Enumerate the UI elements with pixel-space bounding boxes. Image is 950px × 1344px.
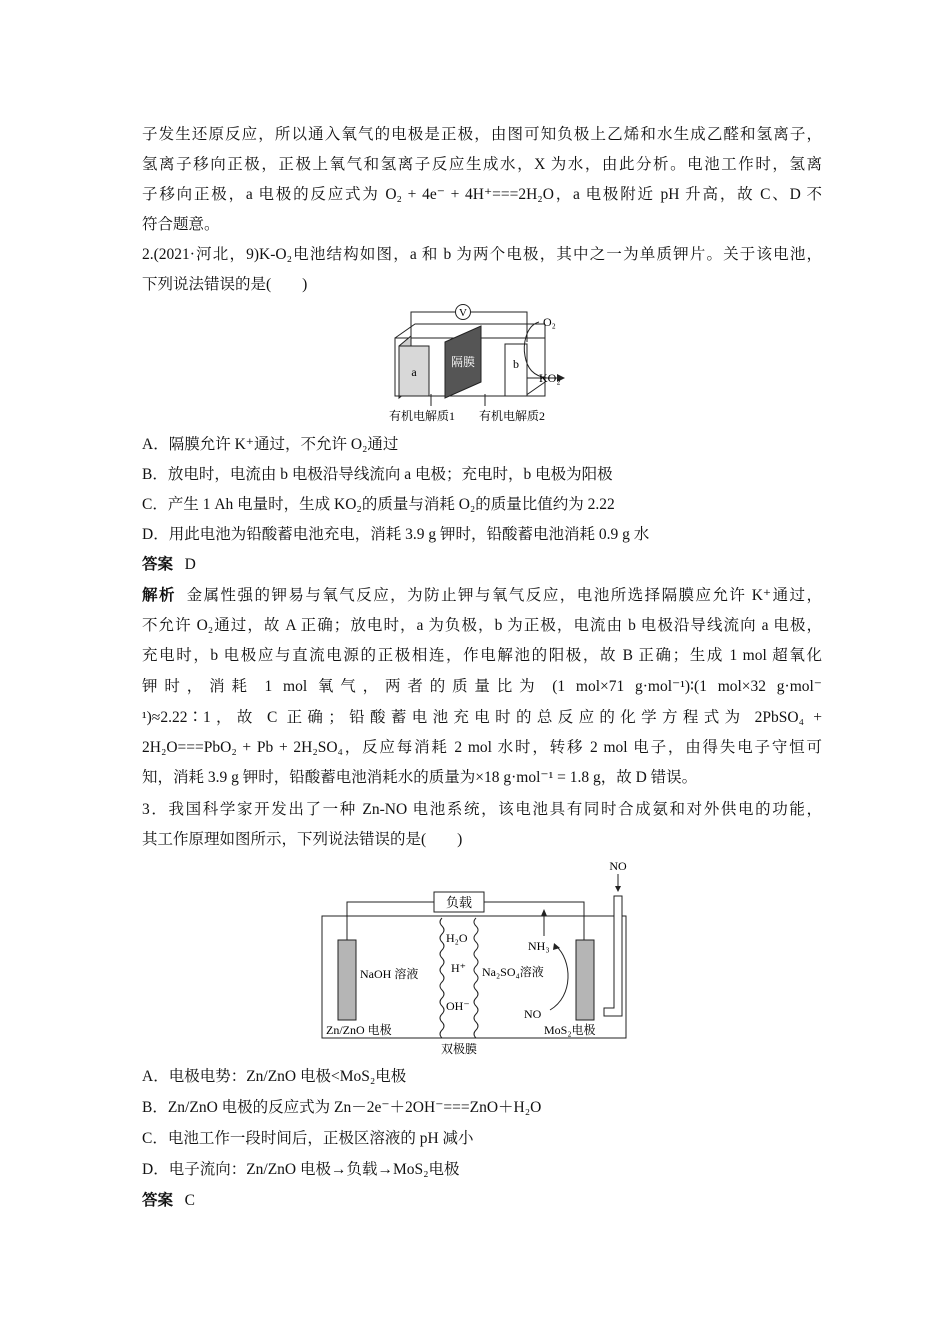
q2-analysis-label: 解析	[142, 587, 176, 604]
q2-answer-row	[142, 550, 822, 580]
oh-minus-label: OH⁻	[446, 999, 470, 1013]
q2-analysis-line-4: 钾时，消耗 1 mol 氧气，两者的质量比为 (1 mol×71 g·mol⁻¹)∶(1 mol×32 g·mol⁻	[142, 678, 822, 695]
load-label: 负载	[445, 895, 473, 910]
q1-analysis-line-2: 氢离子移向正极，正极上氧气和氢离子反应生成水，X 为水，由此分析。电池工作时，氢离	[142, 156, 822, 173]
nh3-arrow-head	[541, 909, 547, 916]
naoh-label: NaOH 溶液	[360, 967, 419, 981]
electrolyte1-label: 有机电解质1	[388, 409, 456, 423]
no-inlet-arrow-head	[615, 886, 621, 892]
zn-zno-electrode	[338, 940, 356, 1020]
q2-analysis-line-6: 2H₂O===PbO₂ + Pb + 2H₂SO₄，反应每消耗 2 mol 水时，转移 2 mol 电子，由得失电子守恒可	[142, 739, 822, 756]
q2-answer-value: D	[184, 556, 196, 573]
q3-stem-line-1: 3．我国科学家开发出了一种 Zn-NO 电池系统，该电池具有同时合成氨和对外供电的功能，	[142, 801, 822, 818]
no-bottom-label: NO	[524, 1007, 542, 1021]
mos2-electrode	[576, 940, 594, 1020]
q2-analysis-line-2: 不允许 O₂通过，故 A 正确；放电时，a 为负极，b 为正极，电流由 b 电极沿导线流向 a 电极，	[142, 617, 822, 634]
q3-option-c: C．电池工作一段时间后，正极区溶液的 pH 减小	[142, 1130, 474, 1147]
q2-option-a: A．隔膜允许 K⁺通过，不允许 O₂通过	[142, 436, 399, 453]
q3-option-b: B．Zn/ZnO 电极的反应式为 Zn－2e⁻＋2OH⁻===ZnO＋H₂O	[142, 1099, 542, 1116]
zn-electrode-label: Zn/ZnO 电极	[326, 1023, 392, 1037]
q3-option-a: A．电极电势：Zn/ZnO 电极<MoS₂电极	[142, 1068, 407, 1085]
q1-analysis-line-4: 符合题意。	[142, 216, 220, 233]
electrode-a-label: a	[411, 365, 417, 379]
nh3-label: NH₃	[528, 939, 550, 953]
o2-flow-curve	[524, 322, 547, 378]
zn-no-battery-diagram	[318, 856, 630, 1058]
h-plus-label: H⁺	[451, 961, 466, 975]
wire-left	[411, 312, 455, 340]
q2-option-c: C．产生 1 Ah 电量时，生成 KO₂的质量与消耗 O₂的质量比值约为 2.22	[142, 496, 615, 513]
bipolar-membrane-label: 双极膜	[440, 1042, 478, 1056]
q2-analysis-line-1	[142, 581, 822, 611]
q2-answer-label: 答案	[142, 556, 174, 573]
q2-option-d: D．用此电池为铅酸蓄电池充电，消耗 3.9 g 钾时，铅酸蓄电池消耗 0.9 g 水	[142, 526, 650, 543]
q2-analysis-line-3: 充电时，b 电极应与直流电源的正极相连，作电解池的阳极，故 B 正确；生成 1 mol 超氧化	[142, 647, 822, 664]
membrane-label: 隔膜	[450, 355, 476, 369]
q1-analysis-line-1: 子发生还原反应，所以通入氧气的电极是正极，由图可知负极上乙烯和水生成乙醛和氢离子，	[142, 126, 822, 143]
q2-analysis-line-7: 知，消耗 3.9 g 钾时，铅酸蓄电池消耗水的质量为×18 g·mol⁻¹ = 1.8 g，故 D 错误。	[142, 769, 698, 786]
q2-analysis-line-5: ¹)≈2.22∶1，故 C 正确；铅酸蓄电池充电时的总反应的化学方程式为 2PbSO₄ +	[142, 709, 822, 726]
electrode-b-label: b	[513, 357, 519, 371]
q2-stem-line-1: 2.(2021·河北，9)K-O₂电池结构如图，a 和 b 为两个电极，其中之一为单质钾片。关于该电池，	[142, 246, 822, 263]
voltmeter-label: V	[459, 307, 467, 319]
q2-stem-line-2: 下列说法错误的是( )	[142, 276, 308, 293]
q2-analysis-text-1: 金属性强的钾易与氧气反应，为防止钾与氧气反应，电池所选择隔膜应允许 K⁺通过，	[186, 587, 822, 604]
q3-stem-line-2: 其工作原理如图所示，下列说法错误的是( )	[142, 831, 463, 848]
q2-option-b: B．放电时，电流由 b 电极沿导线流向 a 电极；充电时，b 电极为阳极	[142, 466, 613, 483]
na2so4-label: Na₂SO₄溶液	[482, 965, 544, 979]
q3-answer-value: C	[184, 1192, 195, 1209]
container-side	[525, 324, 545, 396]
no-top-label: NO	[609, 859, 627, 873]
q3-option-d: D．电子流向：Zn/ZnO 电极→负载→MoS₂电极	[142, 1161, 460, 1178]
q1-analysis-line-3: 子移向正极，a 电极的反应式为 O₂ + 4e⁻ + 4H⁺===2H₂O，a 电极附近 pH 升高，故 C、D 不	[142, 186, 822, 203]
k-o2-battery-figure	[375, 296, 595, 426]
k-o2-battery-diagram	[375, 296, 595, 426]
ko2-label: KO₂	[539, 371, 561, 385]
mos2-electrode-label: MoS₂电极	[544, 1023, 596, 1037]
q3-answer-label: 答案	[142, 1192, 174, 1209]
q3-answer-row	[142, 1186, 822, 1216]
electrolyte2-label: 有机电解质2	[478, 409, 546, 423]
o2-label: O₂	[543, 315, 556, 329]
h2o-label: H₂O	[446, 931, 468, 945]
zn-no-battery-figure	[318, 856, 630, 1058]
